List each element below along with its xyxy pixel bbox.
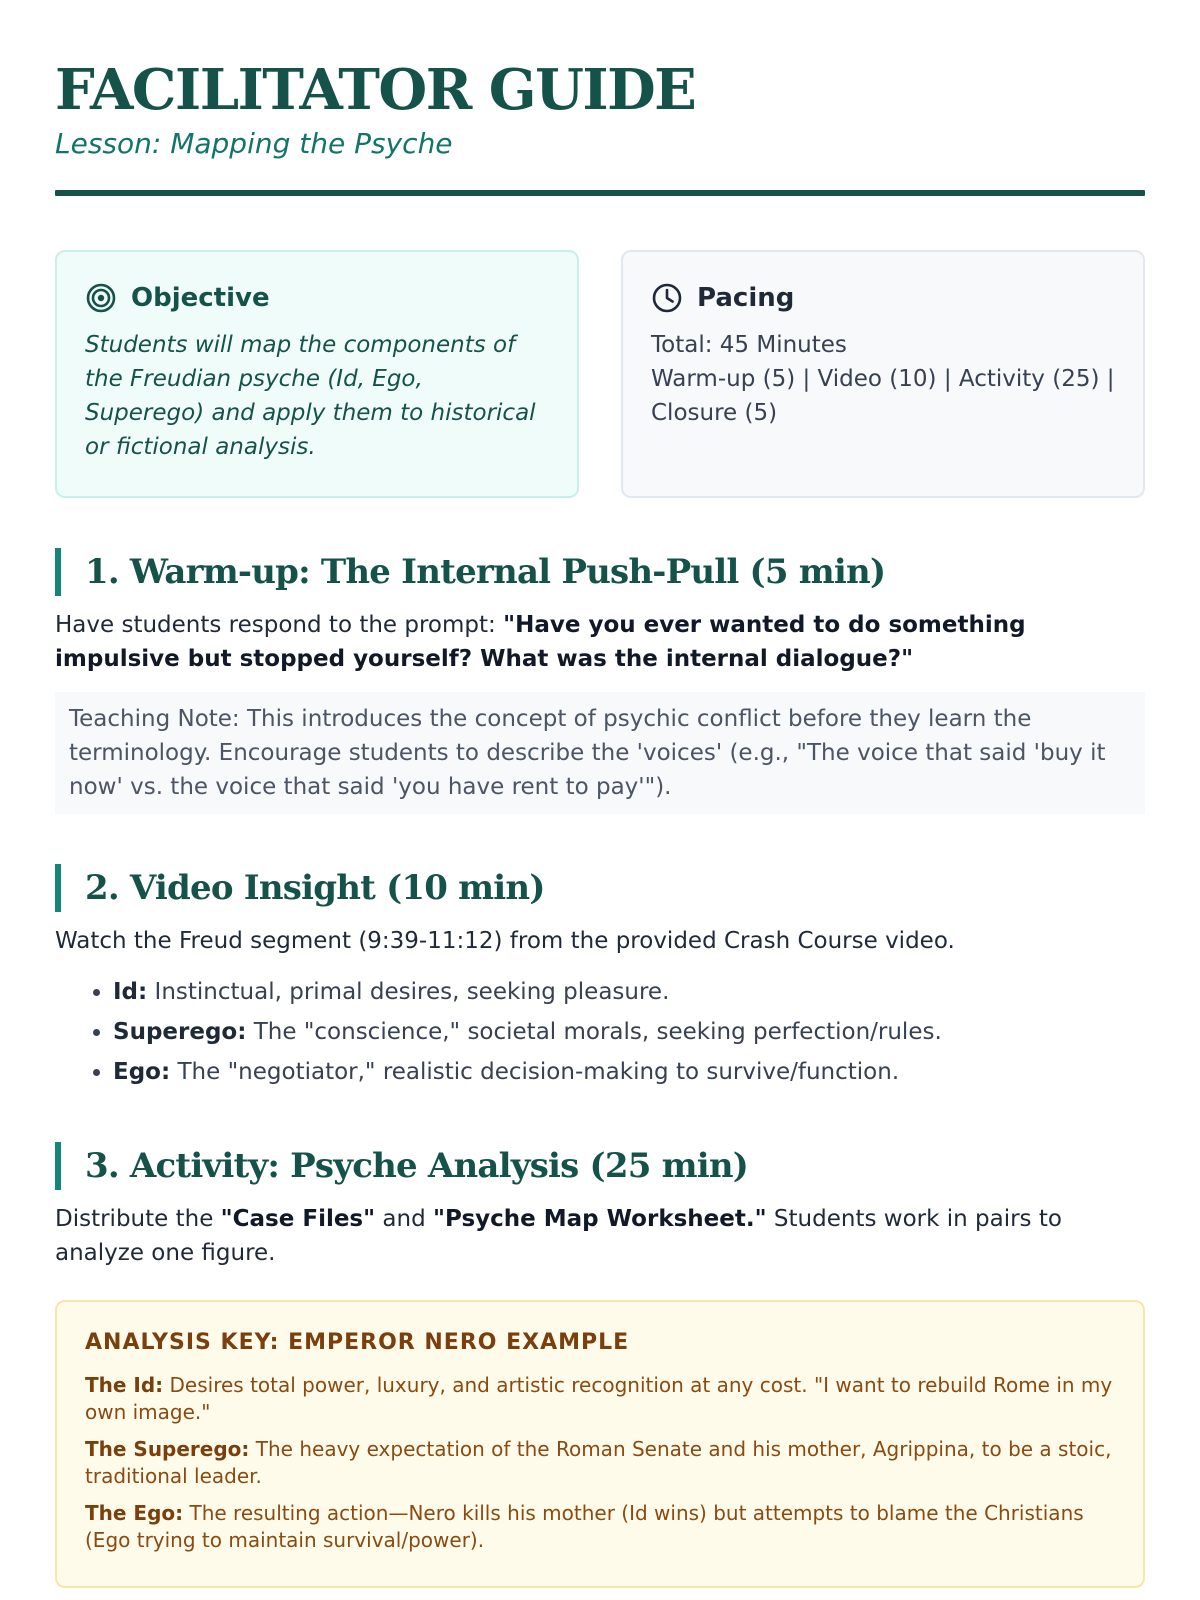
video-section bbox=[55, 864, 1145, 1092]
pacing-card-header bbox=[651, 282, 1115, 314]
pacing-title: Pacing bbox=[697, 283, 795, 313]
term-definition: The "negotiator," realistic decision-making to survive/function. bbox=[170, 1059, 900, 1085]
term-definition: Instinctual, primal desires, seeking pleasure. bbox=[147, 979, 670, 1005]
pacing-total: Total: 45 Minutes bbox=[651, 332, 847, 358]
warmup-section bbox=[55, 548, 1145, 814]
term-label: Superego: bbox=[113, 1019, 247, 1045]
analysis-key-title: ANALYSIS KEY: EMPEROR NERO EXAMPLE bbox=[85, 1330, 630, 1355]
summary-cards bbox=[55, 250, 1145, 498]
key-item-ego bbox=[85, 1500, 1115, 1554]
pacing-card bbox=[621, 250, 1145, 498]
warmup-prompt: "Have you ever wanted to do something impulsive but stopped yourself? What was the internal dialogue?" bbox=[55, 612, 1026, 672]
term-label: Id: bbox=[113, 979, 148, 1005]
objective-card-header bbox=[85, 282, 549, 314]
key-item-superego bbox=[85, 1436, 1115, 1490]
header-divider bbox=[55, 190, 1145, 196]
worksheet-label: "Psyche Map Worksheet." bbox=[433, 1206, 767, 1232]
list-item bbox=[113, 1052, 1145, 1092]
target-icon bbox=[85, 282, 117, 314]
guide-header bbox=[55, 0, 1145, 196]
activity-text-c: Students work in pairs to analyze one figure. bbox=[55, 1206, 1062, 1266]
case-files-label: "Case Files" bbox=[220, 1206, 376, 1232]
term-label: Ego: bbox=[113, 1059, 171, 1085]
key-item-id bbox=[85, 1372, 1115, 1426]
warmup-heading: 1. Warm-up: The Internal Push-Pull (5 min) bbox=[55, 548, 1145, 596]
list-item bbox=[113, 972, 1145, 1012]
activity-text-b: and bbox=[375, 1206, 434, 1232]
page-title: FACILITATOR GUIDE bbox=[55, 57, 696, 123]
term-definition: The "conscience," societal morals, seeking perfection/rules. bbox=[246, 1019, 942, 1045]
pacing-breakdown: Warm-up (5) | Video (10) | Activity (25) | Closure (5) bbox=[651, 366, 1115, 426]
video-intro: Watch the Freud segment (9:39-11:12) from the provided Crash Course video. bbox=[55, 928, 955, 954]
key-term: The Id: bbox=[85, 1373, 164, 1397]
objective-text: Students will map the components of the Freudian psyche (Id, Ego, Superego) and apply them to historical or fictional analysis. bbox=[85, 332, 536, 460]
activity-instructions bbox=[55, 1202, 1145, 1270]
teaching-note: Teaching Note: This introduces the concept of psychic conflict before they learn the terminology. Encourage students to describe the 'voices' (e.g., "The voice that said 'buy it now' vs. the voice that said 'you have rent to pay'"). bbox=[55, 692, 1145, 814]
activity-heading: 3. Activity: Psyche Analysis (25 min) bbox=[55, 1142, 1145, 1190]
key-term: The Superego: bbox=[85, 1437, 250, 1461]
psyche-terms-list bbox=[55, 972, 1145, 1092]
activity-section bbox=[55, 1142, 1145, 1588]
warmup-intro: Have students respond to the prompt: bbox=[55, 612, 504, 638]
lesson-subtitle: Lesson: Mapping the Psyche bbox=[55, 127, 453, 160]
objective-title: Objective bbox=[131, 283, 270, 313]
clock-icon bbox=[651, 282, 683, 314]
video-heading: 2. Video Insight (10 min) bbox=[55, 864, 1145, 912]
warmup-instructions bbox=[55, 608, 1145, 676]
activity-text-a: Distribute the bbox=[55, 1206, 221, 1232]
key-text: The resulting action—Nero kills his mother (Id wins) but attempts to blame the Christians (Ego trying to maintain survival/power). bbox=[85, 1501, 1084, 1552]
objective-card bbox=[55, 250, 579, 498]
list-item bbox=[113, 1012, 1145, 1052]
key-term: The Ego: bbox=[85, 1501, 184, 1525]
key-text: The heavy expectation of the Roman Senate and his mother, Agrippina, to be a stoic, traditional leader. bbox=[85, 1437, 1112, 1488]
key-text: Desires total power, luxury, and artistic recognition at any cost. "I want to rebuild Rome in my own image." bbox=[85, 1373, 1113, 1424]
analysis-key-box bbox=[55, 1300, 1145, 1588]
